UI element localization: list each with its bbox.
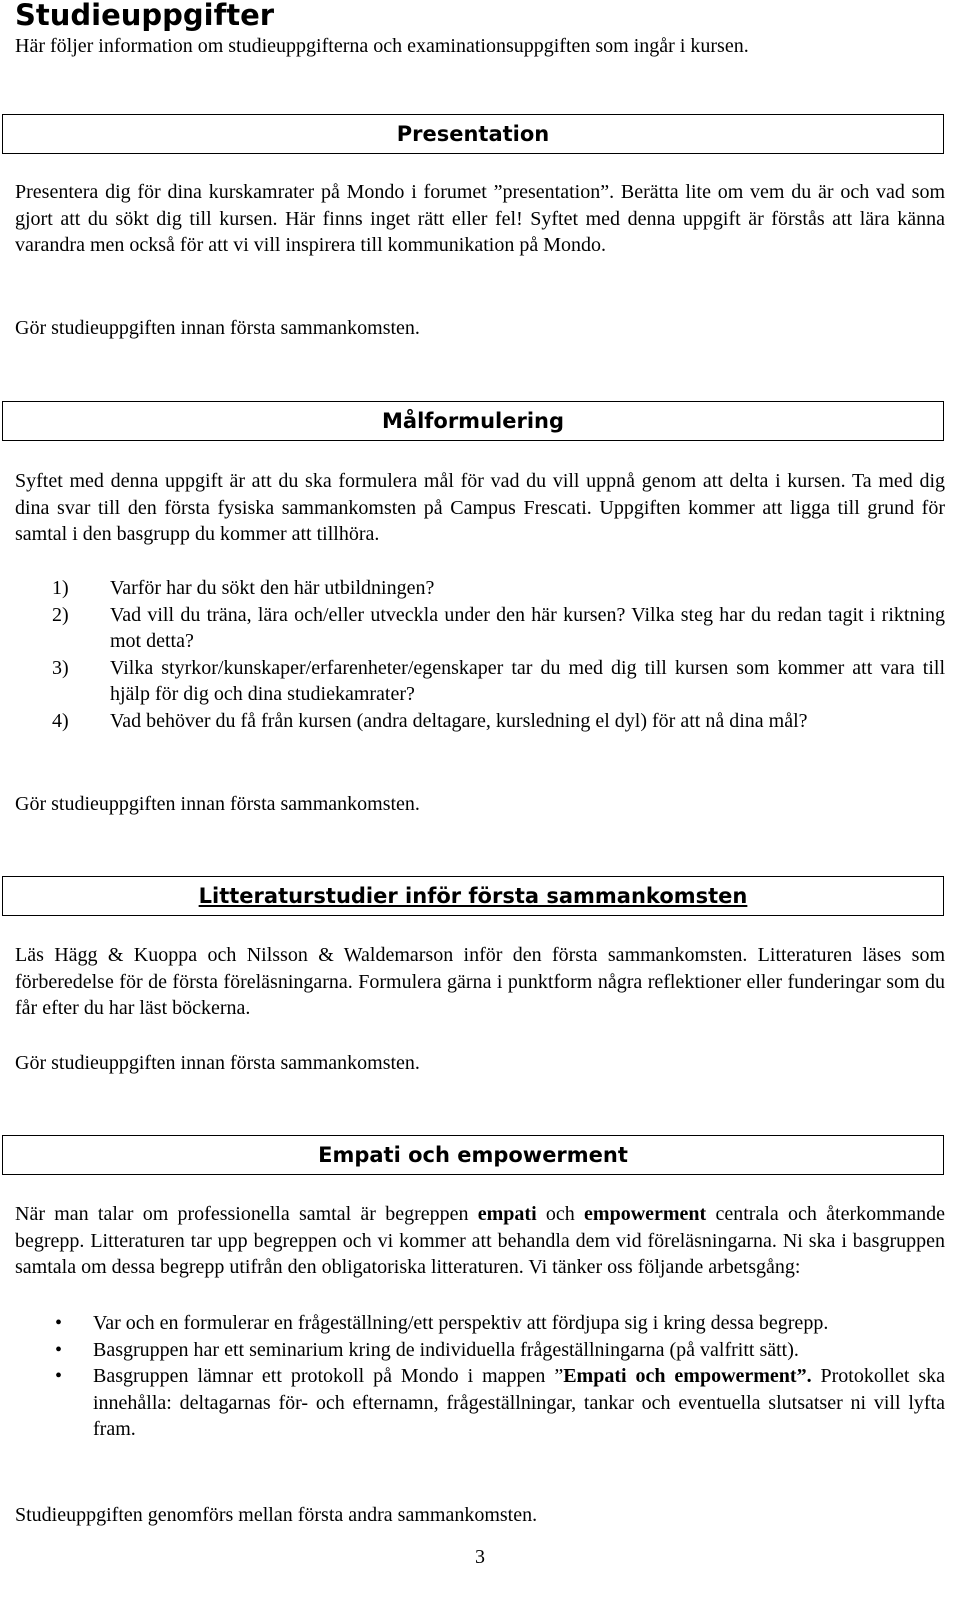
page-title: Studieuppgifter bbox=[15, 0, 275, 32]
heading-text: Empati och empowerment bbox=[318, 1143, 628, 1167]
malformulering-note: Gör studieuppgiften innan första sammankomsten. bbox=[15, 793, 420, 815]
section-heading-litteratur bbox=[2, 876, 944, 916]
bullet-icon: • bbox=[55, 1338, 63, 1361]
list-item: 1) Varför har du sökt den här utbildningen? bbox=[52, 577, 435, 599]
bullet-icon: • bbox=[55, 1312, 63, 1334]
term-empowerment: empowerment bbox=[584, 1203, 707, 1225]
intro-text: Här följer information om studieuppgifterna och examinationsuppgiften som ingår i kursen. bbox=[15, 35, 749, 57]
empati-body: När man talar om professionella samtal är begreppen empati och empowerment centrala och återkommande begrepp. Litteraturen tar upp begreppen och vi kommer att behandla dem vid föreläsningarna. Ni ska i basgruppen samtala om dessa begrepp utifrån den obligatoriska litteraturen. Vi tänker oss följande arbetsgång: bbox=[15, 1203, 945, 1278]
malformulering-body: Syftet med denna uppgift är att du ska formulera mål för vad du vill uppnå genom att delta i kursen. Ta med dig dina svar till den första fysiska sammankomsten på Campus Frescati. Uppgiften kommer att ligga till grund för samtal i den basgrupp du kommer att tillhöra. bbox=[15, 470, 945, 545]
question-list bbox=[15, 575, 945, 734]
section-heading-presentation bbox=[2, 114, 944, 154]
work-steps-list bbox=[15, 1310, 945, 1443]
list-item: • Basgruppen lämnar ett protokoll på Mondo i mappen ”Empati och empowerment”. Protokollet ska innehålla: deltagarnas för- och efternamn, frågeställningar, tankar och eventuella slutsatser ni vill lyfta fram. bbox=[55, 1365, 945, 1440]
list-item: • Basgruppen har ett seminarium kring de individuella frågeställningarna (på valfritt sätt). bbox=[15, 1337, 945, 1364]
list-item: 3) Vilka styrkor/kunskaper/erfarenheter/egenskaper tar du med dig till kursen som kommer att vara till hjälp för dig och dina studiekamrater? bbox=[52, 656, 945, 705]
list-item: 4) Vad behöver du få från kursen (andra deltagare, kursledning el dyl) för att nå dina mål? bbox=[52, 709, 808, 732]
list-item: 2) Vad vill du träna, lära och/eller utveckla under den här kursen? Vilka steg har du redan tagit i riktning mot detta? bbox=[52, 603, 945, 652]
term-empati: empati bbox=[477, 1203, 537, 1225]
empati-note: Studieuppgiften genomförs mellan första andra sammankomsten. bbox=[15, 1504, 538, 1526]
heading-text: Presentation bbox=[396, 122, 550, 146]
section-heading-malformulering bbox=[2, 401, 944, 441]
litteratur-note: Gör studieuppgiften innan första sammankomsten. bbox=[15, 1052, 420, 1074]
litteratur-body: Läs Hägg & Kuoppa och Nilsson & Waldemarson inför den första sammankomsten. Litteraturen läses som förberedelse för de första föreläsningarna. Formulera gärna i punktform några reflektioner eller funderingar som du får efter du har läst böckerna. bbox=[15, 944, 945, 1019]
section-heading-empati bbox=[2, 1135, 944, 1175]
list-item: • Var och en formulerar en frågeställning/ett perspektiv att fördjupa sig i kring dessa begrepp. bbox=[15, 1310, 945, 1337]
heading-text: Målformulering bbox=[382, 409, 564, 433]
presentation-note: Gör studieuppgiften innan första sammankomsten. bbox=[15, 317, 420, 339]
heading-text: Litteraturstudier inför första sammankomsten bbox=[198, 884, 748, 908]
bullet-icon: • bbox=[55, 1365, 63, 1387]
presentation-body: Presentera dig för dina kurskamrater på Mondo i forumet ”presentation”. Berätta lite om vem du är och vad som gjort att du sökt dig till kursen. Här finns inget rätt eller fel! Syftet med denna uppgift är förstås att lära känna varandra men också för att vi vill inspirera till kommunikation på Mondo. bbox=[15, 181, 945, 256]
page-number: 3 bbox=[475, 1546, 485, 1568]
